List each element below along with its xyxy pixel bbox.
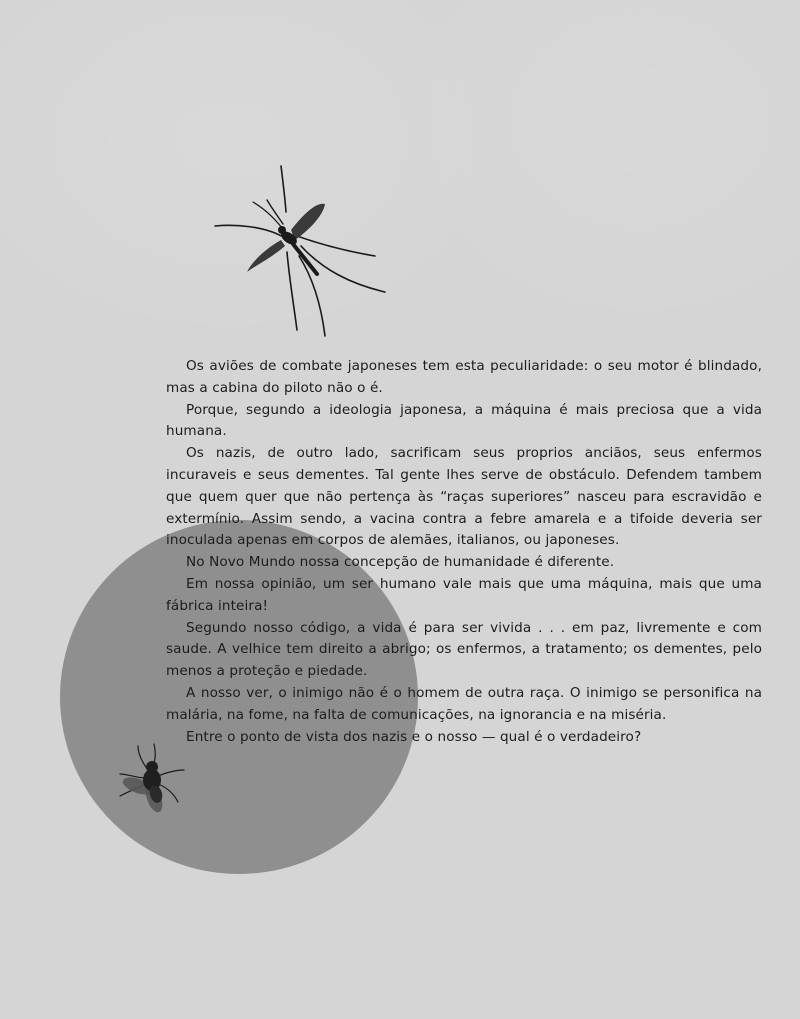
paragraph: Entre o ponto de vista dos nazis e o nosso — qual é o verdadeiro? [186,728,642,745]
paragraph: No Novo Mundo nossa concepção de humanidade é diferente. [186,554,615,571]
mosquito-illustration [205,160,395,340]
housefly-illustration [112,740,192,820]
paragraph: A nosso ver, o inimigo não é o homem de outra raça. O inimigo se personifica na malária, na fome, na falta de comunicações, na ignorancia e na miséria. [166,684,762,723]
paragraph: Os nazis, de outro lado, sacrificam seus proprios anciãos, seus enfermos incuraveis e seus dementes. Tal gente lhes serve de obstáculo. Defendem tambem que quem quer que não pertença às “raças superiores” nasceu para escravidão e extermínio. Assim sendo, a vacina contra a febre amarela e a tifoide deveria ser inoculada apenas em corpos de alemães, italianos, ou japoneses. [166,445,762,549]
paragraph: Os aviões de combate japoneses tem esta peculiaridade: o seu motor é blindado, mas a cabina do piloto não o é. [166,358,762,396]
paragraph: Em nossa opinião, um ser humano vale mais que uma máquina, mais que uma fábrica inteira! [166,575,762,614]
paragraph: Segundo nosso código, a vida é para ser vivida . . . em paz, livremente e com saude. A velhice tem direito a abrigo; os enfermos, a tratamento; os dementes, pelo menos a proteção e piedade. [166,619,762,680]
paragraph: Porque, segundo a ideologia japonesa, a máquina é mais preciosa que a vida humana. [166,401,762,440]
body-text [166,356,762,748]
